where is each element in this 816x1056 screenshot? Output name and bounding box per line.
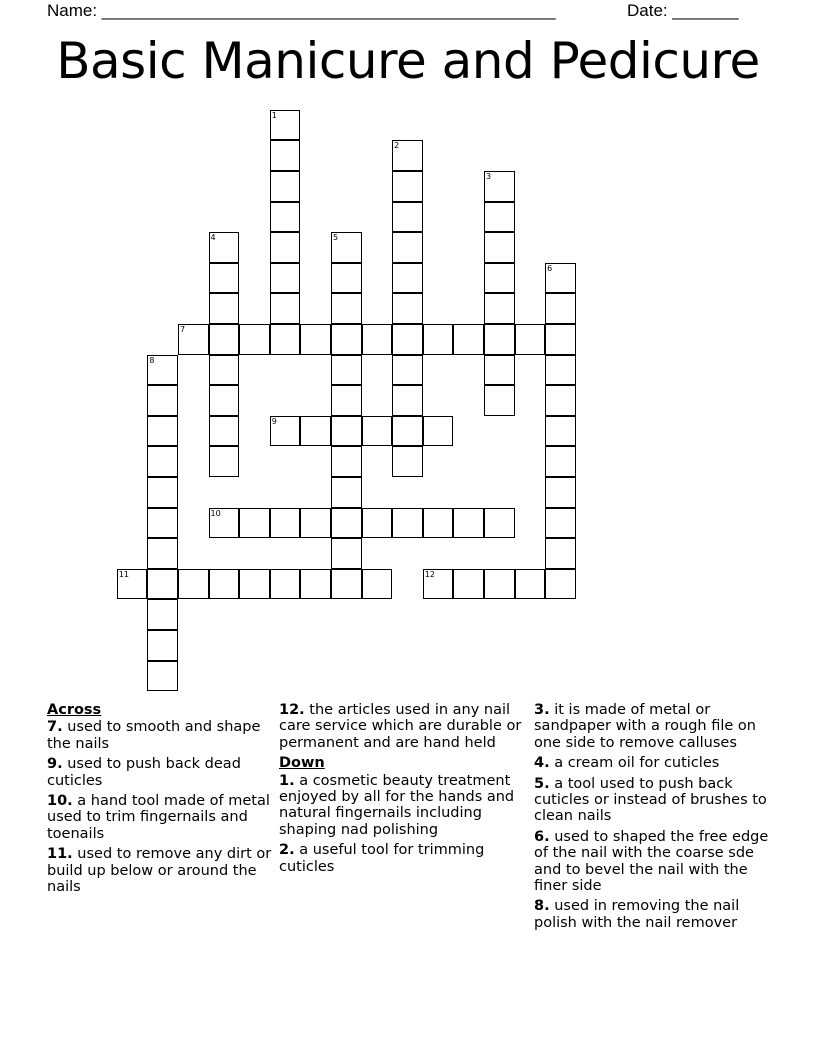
grid-cell[interactable] [209,416,240,447]
clue-number: 12. [279,702,305,718]
clue-down-5 [534,776,769,825]
grid-cell[interactable] [362,508,393,539]
grid-cell[interactable] [423,416,454,447]
clues-column-3 [534,702,769,935]
grid-cell[interactable] [209,324,240,355]
grid-cell[interactable] [515,324,546,355]
grid-cell[interactable] [331,477,362,508]
grid-cell[interactable] [209,293,240,324]
grid-cell[interactable] [270,202,301,233]
grid-cell[interactable] [270,263,301,294]
grid-cell[interactable] [147,569,178,600]
grid-cell[interactable] [484,385,515,416]
cell-number: 11 [118,569,129,579]
grid-cell[interactable] [300,569,331,600]
grid-cell[interactable] [147,385,178,416]
clue-down-6 [534,829,769,895]
grid-cell[interactable] [484,355,515,386]
grid-cell[interactable] [209,385,240,416]
grid-cell[interactable] [209,263,240,294]
clue-number: 7. [47,719,63,736]
grid-cell[interactable] [392,416,423,447]
grid-cell[interactable] [331,232,362,263]
clue-number: 3. [534,702,550,718]
grid-cell[interactable] [484,263,515,294]
clue-across-11 [47,846,277,895]
grid-cell[interactable] [545,293,576,324]
grid-cell[interactable] [484,508,515,539]
grid-cell[interactable] [484,324,515,355]
grid-cell[interactable] [270,416,301,447]
grid-cell[interactable] [178,569,209,600]
grid-cell[interactable] [209,569,240,600]
grid-cell[interactable] [209,508,240,539]
grid-cell[interactable] [270,171,301,202]
grid-cell[interactable] [392,293,423,324]
grid-cell[interactable] [392,355,423,386]
clue-across-9 [47,756,277,789]
grid-cell[interactable] [239,569,270,600]
clue-text: used to remove any dirt or build up below or around the nails [47,846,272,896]
clues-column-2 [279,702,529,879]
name-field[interactable]: Name: ________________________________________________ [47,1,556,20]
grid-cell[interactable] [209,446,240,477]
grid-cell[interactable] [453,569,484,600]
grid-cell[interactable] [331,355,362,386]
grid-cell[interactable] [300,416,331,447]
grid-cell[interactable] [545,324,576,355]
grid-cell[interactable] [209,355,240,386]
grid-cell[interactable] [545,416,576,447]
grid-cell[interactable] [545,508,576,539]
cell-number: 2 [394,141,400,151]
grid-cell[interactable] [484,202,515,233]
grid-cell[interactable] [331,538,362,569]
grid-cell[interactable] [453,508,484,539]
grid-cell[interactable] [392,140,423,171]
clue-across-12 [279,702,529,751]
grid-cell[interactable] [423,508,454,539]
clue-text: the articles used in any nail care service which are durable or permanent and are hand held [279,702,522,751]
grid-cell[interactable] [331,385,362,416]
clue-text: used to push back dead cuticles [47,756,241,789]
clue-across-10 [47,793,277,842]
cell-number: 12 [424,569,435,579]
cell-number: 10 [210,508,221,518]
grid-cell[interactable] [147,416,178,447]
grid-cell[interactable] [545,355,576,386]
puzzle-title: Basic Manicure and Pedicure [56,32,760,90]
grid-cell[interactable] [392,324,423,355]
clue-number: 2. [279,842,295,859]
cell-number: 7 [179,324,186,334]
clue-text: a cosmetic beauty treatment enjoyed by all for the hands and natural fingernails including shaping nad polishing [279,772,515,838]
grid-cell[interactable] [392,171,423,202]
grid-cell[interactable] [362,569,393,600]
clue-text: used in removing the nail polish with the nail remover [534,898,740,931]
clue-number: 8. [534,898,550,915]
clue-text: a useful tool for trimming cuticles [279,842,485,875]
grid-cell[interactable] [331,416,362,447]
grid-cell[interactable] [147,599,178,630]
grid-cell[interactable] [392,385,423,416]
grid-cell[interactable] [545,569,576,600]
grid-cell[interactable] [545,477,576,508]
grid-cell[interactable] [147,355,178,386]
grid-cell[interactable] [423,324,454,355]
grid-cell[interactable] [270,569,301,600]
clue-text: a hand tool made of metal used to trim fingernails and toenails [47,793,270,842]
clue-number: 9. [47,756,63,773]
grid-cell[interactable] [484,293,515,324]
grid-cell[interactable] [362,324,393,355]
clue-number: 5. [534,775,550,792]
clues-column-1 [47,702,277,899]
clue-down-1 [279,773,529,839]
grid-cell[interactable] [239,508,270,539]
cell-number: 8 [149,355,155,365]
grid-cell[interactable] [147,477,178,508]
cell-number: 4 [210,233,216,243]
grid-cell[interactable] [270,324,301,355]
grid-cell[interactable] [300,324,331,355]
grid-cell[interactable] [147,446,178,477]
grid-cell[interactable] [270,293,301,324]
clue-down-8 [534,898,769,931]
grid-cell[interactable] [270,110,301,141]
grid-cell[interactable] [453,324,484,355]
grid-cell[interactable] [392,232,423,263]
grid-cell[interactable] [117,569,148,600]
grid-cell[interactable] [239,324,270,355]
grid-cell[interactable] [209,232,240,263]
grid-cell[interactable] [392,202,423,233]
clue-down-3 [534,702,769,751]
clue-down-4 [534,755,769,771]
grid-cell[interactable] [331,324,362,355]
clue-text: used to shaped the free edge of the nail with the coarse sde and to bevel the nail with the finer side [534,828,769,895]
cell-number: 6 [547,263,553,273]
clue-text: a tool used to push back cuticles or instead of brushes to clean nails [534,775,767,825]
grid-cell[interactable] [545,538,576,569]
grid-cell[interactable] [484,171,515,202]
grid-cell[interactable] [331,446,362,477]
grid-cell[interactable] [147,661,178,692]
grid-cell[interactable] [545,446,576,477]
cell-number: 9 [271,416,277,426]
date-field[interactable]: Date: _______ [627,1,739,20]
grid-cell[interactable] [515,569,546,600]
grid-cell[interactable] [331,508,362,539]
grid-cell[interactable] [270,232,301,263]
clue-number: 10. [47,793,73,810]
grid-cell[interactable] [147,538,178,569]
grid-cell[interactable] [331,293,362,324]
grid-cell[interactable] [362,416,393,447]
clue-text: it is made of metal or sandpaper with a rough file on one side to remove calluses [534,702,756,751]
clue-down-2 [279,842,529,875]
grid-cell[interactable] [484,569,515,600]
cell-number: 1 [271,110,277,120]
grid-cell[interactable] [423,569,454,600]
grid-cell[interactable] [147,630,178,661]
clue-number: 4. [534,755,550,772]
grid-cell[interactable] [178,324,209,355]
clue-text: a cream oil for cuticles [554,755,720,772]
grid-cell[interactable] [545,385,576,416]
grid-cell[interactable] [392,263,423,294]
grid-cell[interactable] [300,508,331,539]
grid-cell[interactable] [270,508,301,539]
grid-cell[interactable] [331,263,362,294]
cell-number: 5 [332,233,339,243]
clue-across-7 [47,719,277,752]
grid-cell[interactable] [545,263,576,294]
clue-number: 1. [279,772,295,789]
clue-text: used to smooth and shape the nails [47,719,261,752]
grid-cell[interactable] [484,232,515,263]
across-heading: Across [47,702,102,718]
grid-cell[interactable] [392,508,423,539]
clue-number: 11. [47,846,73,863]
grid-cell[interactable] [270,140,301,171]
grid-cell[interactable] [331,569,362,600]
cell-number: 3 [485,171,492,181]
clue-number: 6. [534,828,550,845]
down-heading: Down [279,755,325,772]
grid-cell[interactable] [147,508,178,539]
grid-cell[interactable] [392,446,423,477]
